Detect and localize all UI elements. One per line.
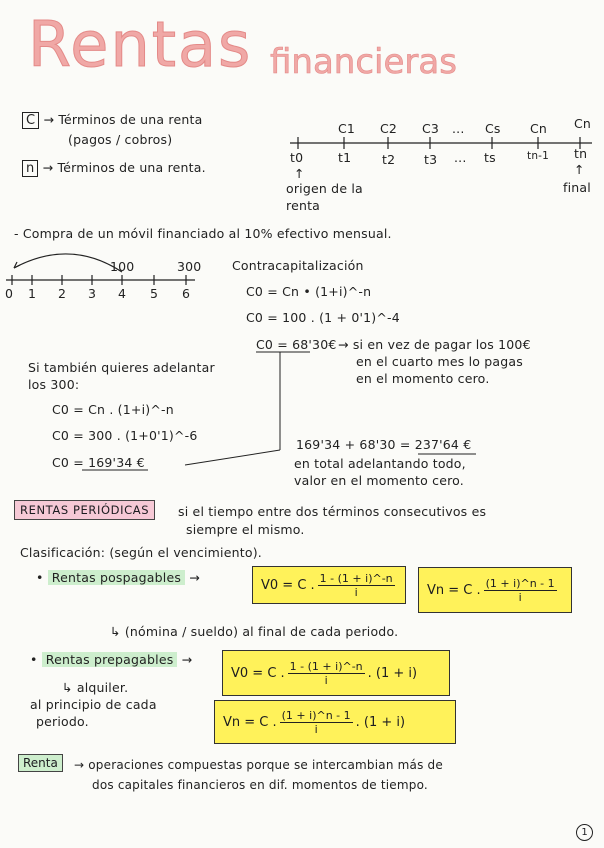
f-v0-pos-num: 1 - (1 + i)^-n xyxy=(319,571,393,585)
periodicas-desc2: siempre el mismo. xyxy=(186,522,305,537)
tl-bot-dots: ... xyxy=(454,150,467,165)
formula-v0-prepagable xyxy=(222,650,450,696)
tl-top-dots: ... xyxy=(452,121,465,136)
final-label: final xyxy=(563,180,591,195)
f-vn-pos-den: i xyxy=(518,590,522,604)
formula-vn-pospagable xyxy=(418,567,572,613)
tl-top-cs: Cs xyxy=(485,121,501,136)
adelantar-1: Si también quieres adelantar xyxy=(28,360,215,375)
pre-note1: ↳ alquiler. xyxy=(62,680,129,695)
adelantar-2: los 300: xyxy=(28,377,80,392)
f-v0-pre-lhs: V0 = C . xyxy=(231,665,285,681)
eq5: C0 = 300 . (1+0'1)^-6 xyxy=(52,428,198,443)
page-subtitle: financieras xyxy=(270,42,457,82)
eq4: C0 = Cn . (1+i)^-n xyxy=(52,402,174,417)
pos-note: ↳ (nómina / sueldo) al final de cada periodo. xyxy=(110,624,399,639)
eq2: C0 = 100 . (1 + 0'1)^-4 xyxy=(246,310,400,325)
periodicas-label: RENTAS PERIÓDICAS xyxy=(14,500,155,520)
bullet-icon-2: • xyxy=(30,652,38,667)
n-symbol: n xyxy=(22,160,38,177)
tl-bot-tn1: tn-1 xyxy=(527,150,550,162)
eq3-note1: → si en vez de pagar los 100€ xyxy=(338,337,531,352)
final-arrow-icon: ↑ xyxy=(574,162,585,177)
tl-top-c2: C2 xyxy=(380,121,398,136)
f-v0-pos-lhs: V0 = C . xyxy=(261,577,315,593)
sum-note2: valor en el momento cero. xyxy=(294,473,464,488)
f-vn-pre-lhs: Vn = C . xyxy=(223,714,277,730)
formula-vn-prepagable xyxy=(214,700,456,744)
f-vn-pre-tail: . (1 + i) xyxy=(355,714,406,730)
c-text: → Términos de una renta xyxy=(43,112,203,127)
sum: 169'34 + 68'30 = 237'64 € xyxy=(296,437,472,452)
f-v0-pos-den: i xyxy=(354,585,358,599)
tl-top-cn2: Cn xyxy=(574,116,592,131)
sum-note1: en total adelantando todo, xyxy=(294,456,466,471)
pre-arrow: → xyxy=(181,652,193,667)
f-v0-pre-den: i xyxy=(324,673,328,687)
prepagables-row xyxy=(30,652,192,667)
tl-bot-t0: t0 xyxy=(290,150,304,165)
c-symbol: C xyxy=(22,112,39,129)
tl-bot-tn: tn xyxy=(574,146,588,161)
renta-text1: → operaciones compuestas porque se intercambian más de xyxy=(74,758,443,772)
tl-bot-t3: t3 xyxy=(424,152,438,167)
tl-bot-t2: t2 xyxy=(382,152,396,167)
f-vn-pre-den: i xyxy=(314,722,318,736)
line-top-100: 100 xyxy=(110,259,135,274)
f-vn-pos-lhs: Vn = C . xyxy=(427,582,481,598)
clasificacion: Clasificación: (según el vencimiento). xyxy=(20,545,262,560)
eq1: C0 = Cn • (1+i)^-n xyxy=(246,284,372,299)
renta-label: Renta xyxy=(18,754,63,772)
example-statement: - Compra de un móvil financiado al 10% efectivo mensual. xyxy=(14,226,392,241)
eq3-note3: en el momento cero. xyxy=(356,371,490,386)
f-v0-pre-num: 1 - (1 + i)^-n xyxy=(289,659,363,673)
bullet-icon: • xyxy=(36,570,44,585)
pospagables-label: Rentas pospagables xyxy=(48,570,185,585)
tl-top-cn: Cn xyxy=(530,121,548,136)
eq3-note2: en el cuarto mes lo pagas xyxy=(356,354,523,369)
tl-top-c1: C1 xyxy=(338,121,356,136)
pospagables-row xyxy=(36,570,200,585)
periodicas-desc1: si el tiempo entre dos términos consecutivos es xyxy=(178,504,487,519)
tl-top-c3: C3 xyxy=(422,121,440,136)
line-label-2: 2 xyxy=(58,286,67,301)
origin-label: origen de la renta xyxy=(286,181,363,213)
f-v0-pre-tail: . (1 + i) xyxy=(367,665,418,681)
origin-arrow-icon: ↑ xyxy=(294,166,305,181)
line-label-4: 4 xyxy=(118,286,127,301)
line-label-0: 0 xyxy=(5,286,14,301)
f-vn-pre-num: (1 + i)^n - 1 xyxy=(281,708,351,722)
line-top-300: 300 xyxy=(177,259,202,274)
renta-text2: dos capitales financieros en dif. momentos de tiempo. xyxy=(92,778,428,792)
contra-label: Contracapitalización xyxy=(232,258,364,273)
prepagables-label: Rentas prepagables xyxy=(42,652,178,667)
f-vn-pos-num: (1 + i)^n - 1 xyxy=(485,576,555,590)
line-label-5: 5 xyxy=(150,286,159,301)
formula-v0-pospagable xyxy=(252,566,406,604)
line-label-3: 3 xyxy=(88,286,97,301)
eq6: C0 = 169'34 € xyxy=(52,455,145,470)
tl-bot-t1: t1 xyxy=(338,150,352,165)
eq3: C0 = 68'30€ xyxy=(256,337,337,352)
line-label-1: 1 xyxy=(28,286,37,301)
page-title: Rentas xyxy=(28,8,253,81)
n-text: → Términos de una renta. xyxy=(42,160,206,175)
line-label-6: 6 xyxy=(182,286,191,301)
c-text2: (pagos / cobros) xyxy=(68,132,173,147)
pos-arrow: → xyxy=(189,570,200,585)
pre-note2: al principio de cada xyxy=(30,697,157,712)
page-number: 1 xyxy=(576,824,593,841)
pre-note3: periodo. xyxy=(36,714,89,729)
tl-bot-ts: ts xyxy=(484,150,496,165)
